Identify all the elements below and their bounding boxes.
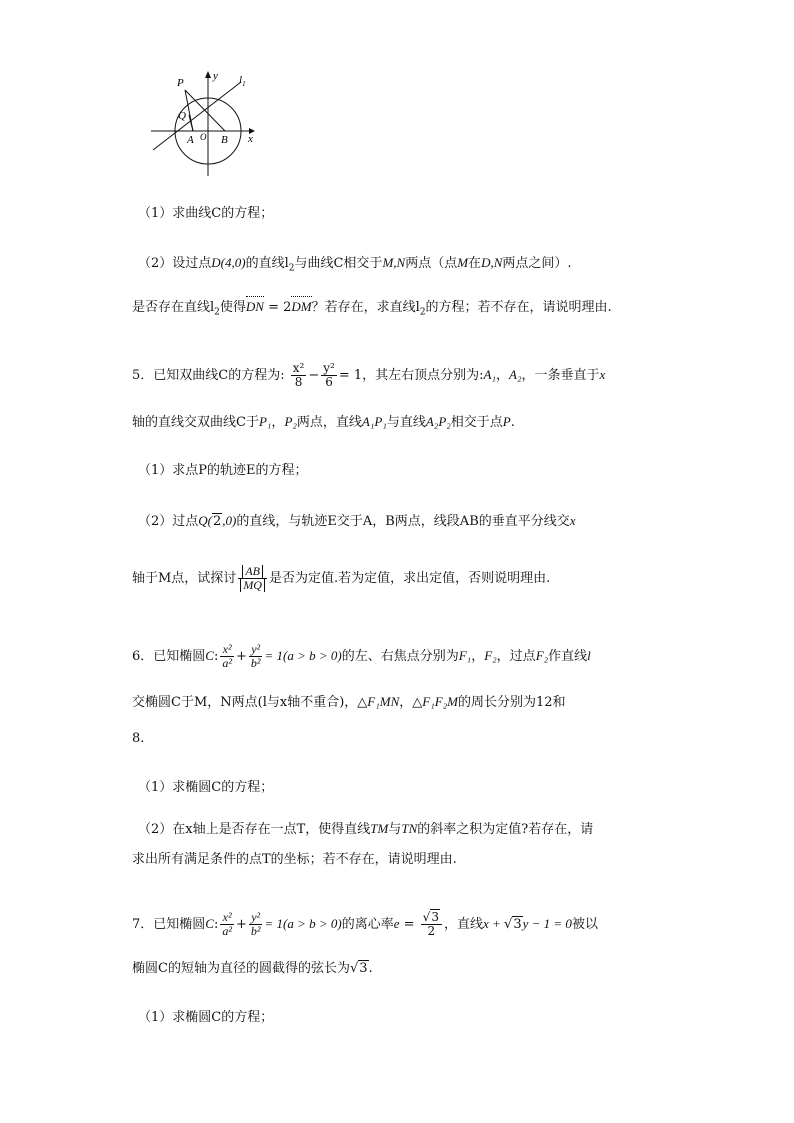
fraction-y2-b2: $\frac{\text{y²}}{\text{b²}}$ bbox=[250, 642, 261, 670]
q4-sub2: （2）设过点D(4,0)的直线$l_2$与曲线C相交于M,N两点（点M在D,N两点之间）. bbox=[138, 255, 572, 274]
q5-sub1: （1）求点P的轨迹E的方程； bbox=[138, 463, 308, 478]
segment-QA bbox=[189, 115, 193, 131]
label-y: y bbox=[213, 70, 218, 82]
q5-sub2: （2）过点Q(2,0)的直线，与轨迹E交于A，B两点，线段AB的垂直平分线交x bbox=[138, 513, 576, 529]
q6-sub1: （1）求椭圆C的方程； bbox=[138, 780, 274, 795]
q6-line3: 8. bbox=[132, 731, 145, 746]
q5-line1: 5．已知双曲线C的方程为: $\frac{\text{x²}}{8}$ − $\frac{\text{y²}}{6}$ = 1，其左右顶点分别为:A₁，A₂，一条垂直于x bbox=[132, 361, 606, 389]
label-B: B bbox=[221, 134, 228, 146]
q7-sub1: （1）求椭圆C的方程； bbox=[138, 1010, 274, 1025]
q5-line2: 轴的直线交双曲线C于P₁，P₂两点，直线A₁P₁与直线A₂P₂相交于点P. bbox=[132, 414, 515, 430]
q6-line1: 6．已知椭圆C: $\frac{\text{x²}}{\text{a²}}$ + $\frac{\text{y²}}{\text{b²}}$ = 1(a > b > 0)的左、右焦点分别为F₁，F₂，过点F₂作直线l bbox=[132, 642, 591, 670]
label-P: P bbox=[177, 77, 184, 89]
label-A: A bbox=[187, 134, 194, 146]
label-l1: $l_1$ bbox=[239, 74, 246, 88]
line-l1 bbox=[153, 82, 241, 150]
fraction-y2-6: $\frac{\text{y²}}{6}$ bbox=[323, 361, 335, 389]
ratio-AB-MQ: $\frac{AB}{MQ}$ bbox=[238, 565, 267, 592]
q6-line2: 交椭圆C于M，N两点(l与x轴不重合)，△F₁MN，△F₁F₂M的周长分别为12和 bbox=[132, 694, 566, 710]
fraction-x2-a2-q7: $\frac{\text{x²}}{\text{a²}}$ bbox=[222, 910, 232, 938]
q4-sub2-cont: 是否存在直线$l_2$使得DN = 2DM？若存在，求直线$l_2$的方程；若不存在，请说明理由. bbox=[132, 299, 612, 318]
q5-line4: 轴于M点，试探讨 $\frac{AB}{MQ}$ 是否为定值.若为定值，求出定值，否则说明理由. bbox=[132, 564, 551, 592]
q6-line6: 求出所有满足条件的点T的坐标；若不存在，请说明理由. bbox=[132, 852, 457, 867]
q6-sub2: （2）在x轴上是否存在一点T，使得直线TM与TN的斜率之积为定值?若存在，请 bbox=[138, 821, 594, 837]
q7-line1: 7．已知椭圆C: $\frac{\text{x²}}{\text{a²}}$ + $\frac{\text{y²}}{\text{b²}}$ = 1(a > b > 0)的离心率e = $\frac{√3}{2}$ ，直线x + √3y − 1 = 0被以 bbox=[132, 910, 598, 938]
label-O: O bbox=[200, 132, 207, 142]
fraction-x2-a2: $\frac{\text{x²}}{\text{a²}}$ bbox=[222, 642, 232, 670]
fraction-y2-b2-q7: $\frac{\text{y²}}{\text{b²}}$ bbox=[250, 910, 261, 938]
eccentricity-fraction: $\frac{√3}{2}$ bbox=[421, 911, 442, 938]
q7-line2: 椭圆C的短轴为直径的圆截得的弦长为√3. bbox=[132, 961, 373, 976]
label-x: x bbox=[248, 133, 253, 145]
fraction-x2-8: $\frac{\text{x²}}{8}$ bbox=[292, 361, 305, 389]
circle-figure bbox=[145, 68, 265, 178]
y-axis-arrow bbox=[205, 71, 211, 78]
label-Q: Q bbox=[178, 110, 186, 122]
q4-sub1: （1）求曲线C的方程； bbox=[138, 206, 274, 221]
